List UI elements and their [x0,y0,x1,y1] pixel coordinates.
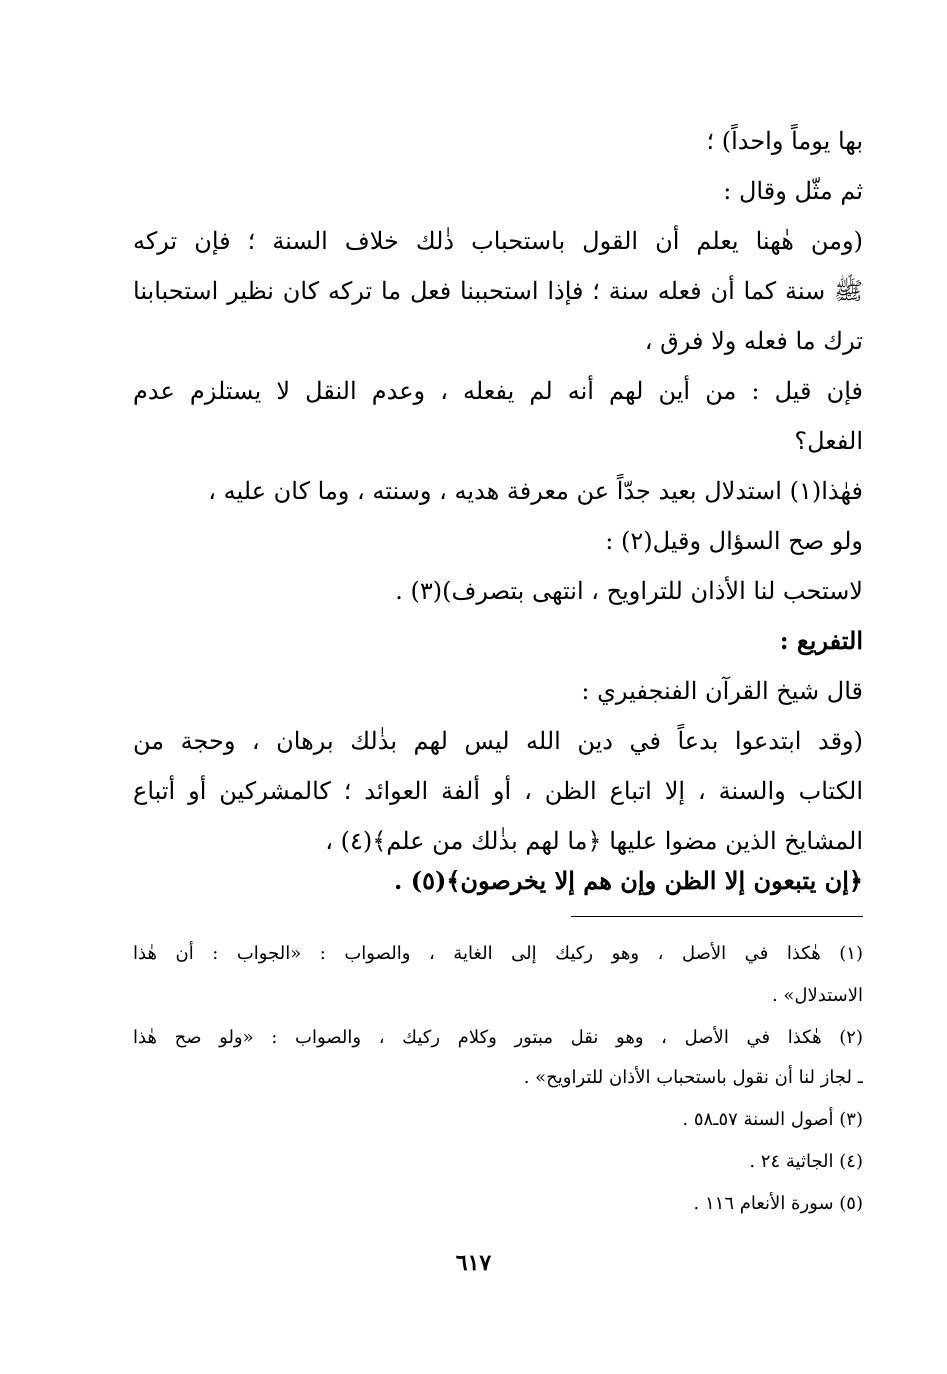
text-line: الكتاب والسنة ، إلا اتباع الظن ، أو ألفة العوائد ؛ كالمشركين أو أتباع [133,777,863,805]
text-line: (وقد ابتدعوا بدعاً في دين الله ليس لهم بذٰلك برهان ، وحجة من [133,727,863,755]
footnote-line: (٥) سورة الأنعام ١١٦ . [693,1193,863,1214]
footnote-line: (٢) هٰكذا في الأصل ، وهو نقل مبتور وكلام ركيك ، والصواب : «ولو صح هٰذا [133,1027,863,1048]
text-line: (ومن هٰهنا يعلم أن القول باستحباب ذٰلك خلاف السنة ؛ فإن تركه [133,227,863,255]
text-line: ﷺ سنة كما أن فعله سنة ؛ فإذا استحببنا فعل ما تركه كان نظير استحبابنا [133,277,863,305]
text-line: ثم مثّل وقال : [723,177,863,205]
text-line: المشايخ الذين مضوا عليها ﴿ما لهم بذٰلك من علم﴾(٤) ، [325,827,863,855]
footnote-line: (١) هٰكذا في الأصل ، وهو ركيك إلى الغاية ، والصواب : «الجواب : أن هٰذا [133,943,863,964]
footnote-line: (٤) الجاثية ٢٤ . [749,1151,863,1172]
text-line: الفعل؟ [794,427,863,455]
footnote-line: الاستدلال» . [771,985,863,1006]
quran-verse: ﴿إن يتبعون إلا الظن وإن هم إلا يخرصون﴾(٥) . [394,866,863,895]
footnote-line: (٣) أصول السنة ٥٧ـ٥٨ . [682,1109,863,1130]
section-heading: التفريع : [779,626,863,655]
text-line: فإن قيل : من أين لهم أنه لم يفعله ، وعدم النقل لا يستلزم عدم [133,377,863,405]
footnote-divider [571,916,863,917]
footnote-line: ـ لجاز لنا أن نقول باستحباب الأذان للتراويح» . [523,1067,863,1088]
text-line: لاستحب لنا الأذان للتراويح ، انتهى بتصرف)(٣) . [395,577,863,605]
text-line: ولو صح السؤال وقيل(٢) : [605,527,863,555]
text-line: بها يوماً واحداً) ؛ [706,127,863,155]
text-line: ترك ما فعله ولا فرق ، [644,327,863,355]
page-number: ٦١٧ [455,1250,492,1276]
text-line: فهٰذا(١) استدلال بعيد جدّاً عن معرفة هديه ، وسنته ، وما كان عليه ، [208,477,863,505]
text-line: قال شيخ القرآن الفنجفيري : [581,677,863,705]
